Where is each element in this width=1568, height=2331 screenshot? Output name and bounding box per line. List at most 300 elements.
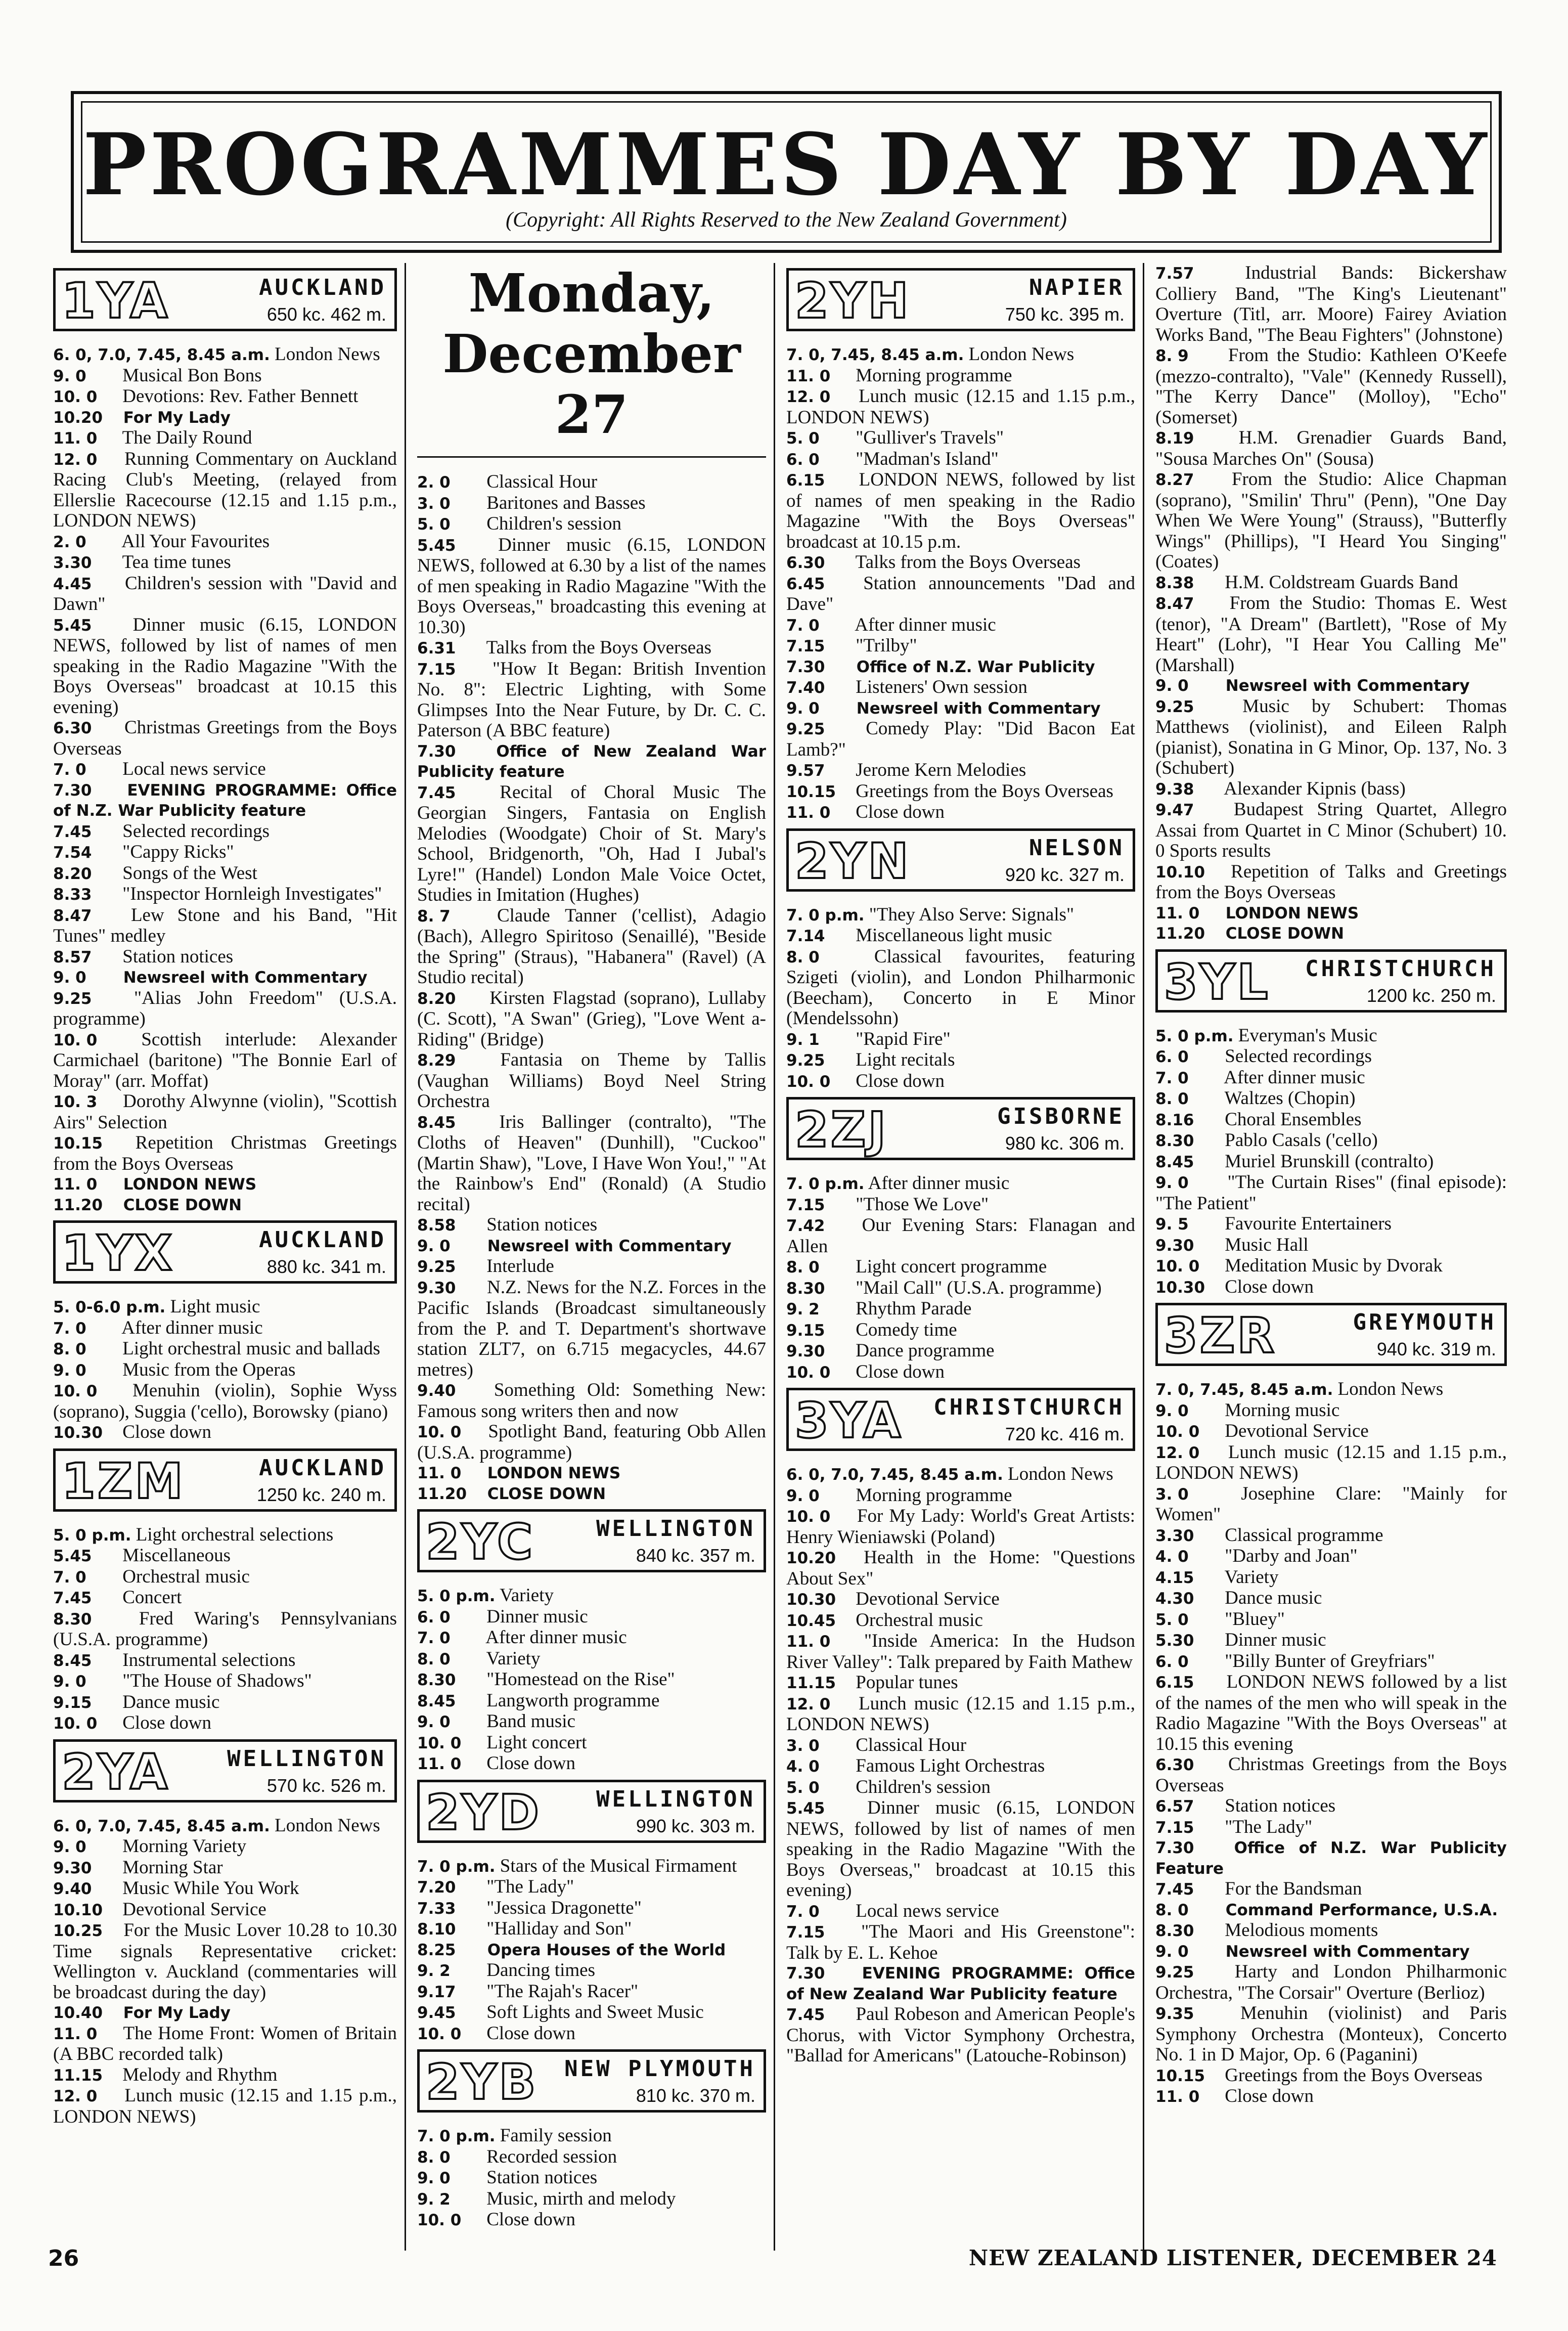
programme-time: 7. 0 p.m.: [417, 1857, 496, 1876]
programme-time: 5. 0 p.m.: [53, 1526, 131, 1545]
programme-title: Lew Stone and his Band, "Hit Tunes" medley: [53, 904, 401, 946]
programme-time: 9. 2: [417, 2190, 451, 2209]
programme-title: Listeners' Own session: [856, 677, 1027, 697]
programme-title: Morning Star: [122, 1857, 223, 1878]
programme-entry: [417, 1940, 766, 1961]
programme-title: Newsreel with Commentary: [1225, 1942, 1470, 1961]
programme-time: 9. 0: [417, 1237, 451, 1255]
programme-title: Repetition of Talks and Greetings from the Boys Overseas: [1155, 861, 1512, 903]
page-number: 26: [48, 2246, 79, 2271]
programme-time: 6.15: [1155, 1674, 1194, 1692]
programme-entry: [1155, 923, 1507, 944]
programme-title: Melodious moments: [1225, 1920, 1378, 1941]
programme-time: 8.16: [1155, 1111, 1194, 1129]
programme-entry: [417, 1669, 766, 1691]
programme-time: 9. 0: [1155, 1174, 1189, 1192]
programme-time: 8.25: [417, 1941, 456, 1959]
station-callsign: 3YA: [795, 1392, 903, 1449]
station-header: [417, 1509, 766, 1572]
station-city: GISBORNE: [997, 1104, 1125, 1129]
programme-time: 7. 0: [53, 761, 86, 779]
programme-time: 9.25: [417, 1258, 456, 1276]
programme-title: The Daily Round: [122, 427, 252, 448]
station-frequency: 940 kc. 319 m.: [1376, 1339, 1496, 1359]
programme-time: 8.20: [53, 864, 92, 883]
programme-entry: [53, 1195, 397, 1216]
programme-entry: [53, 1029, 402, 1092]
programme-time: 10. 0: [786, 1072, 831, 1091]
programme-time: 11. 0: [786, 804, 831, 822]
programme-entry: [417, 1049, 771, 1112]
programme-entry: [53, 1546, 397, 1567]
programme-time: 7.45: [786, 2006, 825, 2024]
programme-time: 8.19: [1155, 429, 1194, 448]
copyright-line: (Copyright: All Rights Reserved to the New Zealand Government): [506, 208, 1067, 232]
programme-title: Dinner music (6.15, LONDON NEWS, followed by list of names of men speaking in the Radio Magazine "With the Boys Overseas," broadcast at 10.15 this evening): [786, 1797, 1140, 1901]
programme-entry: [1155, 1942, 1507, 1962]
programme-title: LONDON NEWS, followed by list of names of men speaking in the Radio Magazine "With the Boys Overseas" broadcast at 10.15 p.m.: [786, 469, 1140, 552]
programme-entry: [1155, 427, 1512, 469]
programme-title: Station notices: [122, 946, 234, 967]
programme-entry: [1155, 1796, 1507, 1817]
programme-time: 12. 0: [53, 2087, 98, 2105]
programme-time: 5.30: [1155, 1632, 1194, 1650]
station-city: AUCKLAND: [259, 1455, 386, 1481]
programme-list: [1155, 1379, 1512, 2107]
programme-title: After dinner music: [1224, 1067, 1365, 1088]
programme-time: 10. 0: [417, 1734, 462, 1752]
programme-entry: [1155, 861, 1512, 903]
programme-title: Christmas Greetings from the Boys Overseas: [1155, 1754, 1512, 1796]
programme-title: Variety: [486, 1648, 541, 1669]
station-header: [417, 1780, 766, 1843]
programme-entry: [417, 658, 771, 741]
programme-time: 8.45: [417, 1692, 456, 1710]
programme-title: Newsreel with Commentary: [856, 699, 1101, 718]
programme-title: Devotions: Rev. Father Bennett: [122, 386, 359, 407]
programme-entry: [1155, 1672, 1512, 1754]
programme-entry: [53, 904, 401, 947]
publication-footer: NEW ZEALAND LISTENER, DECEMBER 24: [968, 2246, 1497, 2270]
programme-entry: [786, 905, 1135, 926]
programme-title: Health in the Home: "Questions About Sex": [786, 1547, 1139, 1589]
programme-time: 11. 0: [53, 1175, 98, 1194]
programme-entry: [786, 552, 1135, 574]
programme-title: Talks from the Boys Overseas: [855, 552, 1081, 573]
programme-title: Variety: [1224, 1566, 1279, 1588]
programme-title: Light concert: [486, 1732, 587, 1753]
programme-title: Dinner music: [1225, 1630, 1326, 1650]
programme-entry: [1155, 1567, 1507, 1589]
programme-entry: [417, 1607, 766, 1628]
programme-title: "They Also Serve: Signals": [869, 904, 1074, 925]
programme-time: 7.15: [786, 1923, 825, 1942]
programme-time: 5.45: [53, 616, 92, 635]
programme-title: Light orchestral selections: [136, 1524, 334, 1545]
programme-title: Industrial Bands: Bickershaw Colliery Band, "The King's Lieutenant" Overture (Titl, arr. Moore) Fairey Aviation Works Band, "The Beau Fighters" (Johnstone): [1155, 262, 1512, 345]
masthead: [71, 91, 1502, 253]
programme-entry: [417, 1111, 771, 1215]
column-rule: [405, 263, 406, 2251]
programme-entry: [53, 1318, 397, 1339]
programme-entry: [1155, 1068, 1507, 1089]
programme-title: Tea time tunes: [122, 552, 231, 573]
programme-entry: [417, 1919, 766, 1940]
programme-time: 7.30: [786, 1964, 825, 1983]
programme-time: 9.30: [417, 1279, 456, 1297]
programme-time: 2. 0: [53, 533, 86, 551]
programme-entry: [417, 2002, 766, 2024]
station-frequency: 1250 kc. 240 m.: [256, 1484, 386, 1505]
programme-time: 8.30: [417, 1671, 456, 1689]
programme-time: 8. 0: [786, 1258, 820, 1277]
programme-entry: [417, 1982, 766, 2003]
programme-entry: [1155, 1651, 1507, 1673]
programme-title: Everyman's Music: [1238, 1025, 1377, 1046]
programme-time: 7.45: [53, 1589, 92, 1607]
programme-entry: [786, 1299, 1135, 1320]
programme-title: All Your Favourites: [121, 531, 270, 552]
programme-entry: [417, 741, 772, 782]
programme-entry: [53, 821, 397, 843]
programme-entry: [786, 1610, 1135, 1632]
station-callsign: 1YA: [62, 273, 170, 329]
column-1: [53, 263, 402, 2127]
programme-title: From the Studio: Alice Chapman (soprano), "Smilin' Thru" (Penn), "One Day When We Were Young" (Strauss), "Butterfly Wings" (Phillips), "I Heard You Singing" (Coates): [1155, 469, 1512, 572]
programme-entry: [417, 2024, 766, 2045]
programme-time: 10.10: [1155, 863, 1205, 882]
programme-entry: [53, 573, 402, 615]
programme-entry: [53, 2085, 402, 2127]
programme-entry: [786, 760, 1135, 781]
programme-entry: [786, 1341, 1135, 1362]
programme-entry: [1155, 1441, 1512, 1484]
programme-time: 6.30: [786, 554, 825, 572]
programme-entry: [1155, 1838, 1512, 1879]
station-city: CHRISTCHURCH: [1305, 955, 1496, 982]
programme-time: 8.10: [417, 1920, 456, 1939]
programme-time: 10.10: [53, 1901, 103, 1919]
programme-title: Lunch music (12.15 and 1.15 p.m., LONDON NEWS): [53, 2085, 402, 2127]
programme-title: Something Old: Something New: Famous song writers then and now: [417, 1380, 771, 1422]
programme-time: 11. 0: [1155, 2088, 1200, 2106]
programme-time: 8. 0: [53, 1340, 86, 1358]
programme-entry: [53, 1297, 397, 1318]
programme-time: 10.30: [53, 1424, 103, 1442]
programme-time: 5.45: [786, 1799, 825, 1818]
programme-time: 7. 0: [1155, 1069, 1189, 1087]
programme-title: "How It Began: British Invention No. 8": Electric Lighting, with Some Glimpses Into the Near Future, by Dr. C. C. Paterson (A BBC feature): [417, 658, 771, 741]
station-callsign: 2YA: [62, 1743, 170, 1800]
day-title: Monday, December 27: [442, 262, 741, 446]
programme-entry: [1155, 1525, 1507, 1547]
programme-title: Close down: [1225, 1276, 1314, 1297]
programme-title: Spotlight Band, featuring Obb Allen (U.S.A. programme): [417, 1421, 771, 1463]
station-header: [53, 1739, 397, 1802]
programme-entry: [417, 905, 771, 988]
programme-title: Stars of the Musical Firmament: [500, 1855, 737, 1876]
programme-time: 11. 0: [786, 1633, 831, 1651]
programme-time: 7.20: [417, 1878, 456, 1897]
programme-time: 2. 0: [417, 473, 451, 492]
programme-title: "The Curtain Rises" (final episode): "The Patient": [1155, 1172, 1512, 1214]
programme-title: Kirsten Flagstad (soprano), Lullaby (C. Scott), "A Swan" (Grieg), "Love Went a-Riding" (Bridge): [417, 987, 771, 1050]
programme-time: 8. 0: [1155, 1901, 1189, 1919]
programme-time: 8.33: [53, 886, 92, 904]
programme-time: 8.58: [417, 1216, 456, 1235]
programme-time: 8. 0: [786, 948, 820, 966]
programme-entry: [53, 1132, 402, 1174]
programme-time: 5. 0: [786, 429, 820, 448]
programme-time: 5.45: [417, 536, 456, 555]
programme-entry: [1155, 779, 1507, 800]
programme-title: Opera Houses of the World: [487, 1941, 726, 1959]
programme-title: Music by Schubert: Thomas Matthews (violinist), and Eileen Ralph (pianist), Sonatina in G Minor, Op. 137, No. 3 (Schubert): [1155, 695, 1512, 778]
programme-entry: [1155, 1920, 1507, 1942]
programme-time: 12. 0: [1155, 1443, 1200, 1462]
programme-title: Office of N.Z. War Publicity Feature: [1155, 1839, 1512, 1878]
programme-title: Morning programme: [856, 365, 1012, 386]
programme-time: 8.30: [786, 1279, 825, 1298]
programme-title: Soft Lights and Sweet Music: [486, 2002, 704, 2022]
programme-time: 6.30: [53, 719, 92, 737]
programme-title: Children's session with "David and Dawn": [53, 573, 402, 614]
programme-time: 9.47: [1155, 801, 1194, 819]
programme-title: Budapest String Quartet, Allegro Assai from Quartet in C Minor (Schubert) 10. 0 Sports results: [1155, 799, 1512, 861]
programme-title: Christmas Greetings from the Boys Overseas: [53, 717, 402, 759]
programme-entry: [786, 573, 1140, 615]
programme-title: Waltzes (Chopin): [1224, 1088, 1356, 1109]
programme-title: Fantasia on Theme by Tallis (Vaughan Williams) Boyd Neel String Orchestra: [417, 1049, 771, 1112]
programme-title: Claude Tanner ('cellist), Adagio (Bach), Allegro Spiritoso (Senaillé), "Beside the Spring" (Straus), "Habanera" (Ravel) (A Studio recital): [417, 905, 771, 988]
day-title-rule: [417, 456, 766, 458]
programme-title: Lunch music (12.15 and 1.15 p.m., LONDON NEWS): [1155, 1441, 1512, 1483]
programme-time: 9.38: [1155, 780, 1194, 799]
station-city: NELSON: [1029, 834, 1125, 861]
programme-time: 9. 0: [53, 367, 86, 385]
programme-time: 8.30: [1155, 1922, 1194, 1940]
programme-entry: [53, 614, 402, 718]
programme-time: 7.54: [53, 844, 92, 862]
programme-time: 7. 0: [53, 1568, 86, 1587]
programme-entry: [53, 1608, 402, 1650]
programme-time: 4. 0: [1155, 1548, 1189, 1566]
programme-entry: [53, 1525, 397, 1546]
programme-entry: [417, 1733, 766, 1754]
programme-entry: [417, 493, 766, 514]
programme-title: Greetings from the Boys Overseas: [1225, 2064, 1483, 2086]
programme-time: 9.25: [786, 1051, 825, 1070]
programme-entry: [1155, 1754, 1512, 1796]
programme-time: 8.27: [1155, 471, 1194, 489]
programme-time: 8.47: [1155, 595, 1194, 613]
programme-time: 9.17: [417, 1983, 456, 2001]
programme-time: 10.30: [786, 1591, 836, 1609]
programme-entry: [786, 1485, 1135, 1507]
programme-title: Station announcements "Dad and Dave": [786, 573, 1140, 614]
programme-title: Josephine Clare: "Mainly for Women": [1155, 1483, 1511, 1525]
programme-entry: [53, 842, 397, 863]
programme-time: 10.30: [1155, 1278, 1205, 1297]
programme-entry: [53, 1567, 397, 1588]
programme-time: 5. 0: [417, 515, 451, 534]
station-header: [53, 1220, 397, 1284]
programme-title: For My Lady: [123, 408, 231, 427]
programme-title: After dinner music: [855, 614, 996, 635]
programme-entry: [53, 1339, 397, 1360]
programme-entry: [1155, 1546, 1507, 1567]
programme-title: Miscellaneous: [122, 1545, 231, 1566]
programme-entry: [786, 1506, 1140, 1548]
programme-title: Classical favourites, featuring Szigeti (violin), and London Philharmonic (Beecham), Concerto in E Minor (Mendelssohn): [786, 946, 1140, 1029]
programme-time: 9.40: [417, 1382, 456, 1400]
programme-entry: [53, 2022, 402, 2065]
programme-title: N.Z. News for the N.Z. Forces in the Pacific Islands (Broadcast simultaneously from the P. and T. Department's shortwave station ZLT7, on 6.715 megacycles, 44.67 metres): [417, 1277, 771, 1380]
station-frequency: 990 kc. 303 m.: [636, 1815, 755, 1836]
programme-title: "The Maori and His Greenstone": Talk by E. L. Kehoe: [786, 1921, 1140, 1963]
programme-entry: [1155, 345, 1512, 428]
programme-title: Meditation Music by Dvorak: [1225, 1255, 1443, 1276]
station-callsign: 2YC: [426, 1514, 535, 1570]
station-city: WELLINGTON: [227, 1745, 386, 1772]
programme-title: Office of New Zealand War Publicity feature: [417, 742, 772, 781]
programme-time: 9. 5: [1155, 1215, 1189, 1234]
station-frequency: 570 kc. 526 m.: [266, 1775, 386, 1796]
programme-entry: [53, 987, 402, 1030]
programme-title: "Inspector Hornleigh Investigates": [122, 884, 382, 904]
programme-title: "Mail Call" (U.S.A. programme): [856, 1277, 1102, 1298]
programme-time: 9. 0: [53, 969, 86, 987]
programme-entry: [417, 1380, 771, 1422]
programme-time: 3.30: [53, 554, 92, 572]
programme-title: Light concert programme: [856, 1256, 1047, 1277]
programme-title: From the Studio: Kathleen O'Keefe (mezzo-contralto), "Vale" (Kennedy Russell), "The Kerry Dance" (Molloy), "Echo" (Somerset): [1155, 345, 1512, 428]
programme-entry: [1155, 1609, 1507, 1631]
programme-time: 7.30: [1155, 1839, 1194, 1857]
programme-time: 10. 0: [417, 2025, 462, 2043]
programme-entry: [417, 472, 766, 493]
programme-entry: [417, 1277, 771, 1381]
programme-title: Dinner music (6.15, LONDON NEWS, followed at 6.30 by a list of the names of men speaking in Radio Magazine "With the Boys Overseas," broadcasting this evening at 10.30): [417, 534, 771, 638]
programme-time: 10. 0: [417, 2211, 462, 2229]
programme-entry: [417, 1649, 766, 1670]
programme-time: 8.30: [53, 1610, 92, 1629]
programme-title: Music While You Work: [122, 1878, 299, 1899]
programme-title: London News: [275, 344, 380, 365]
station-callsign: 1YX: [62, 1225, 174, 1282]
programme-title: Close down: [856, 1361, 945, 1382]
programme-time: 9.25: [786, 720, 825, 738]
programme-entry: [417, 1628, 766, 1649]
programme-entry: [786, 1777, 1135, 1798]
programme-time: 9. 0: [1155, 677, 1189, 695]
programme-title: Newsreel with Commentary: [487, 1237, 732, 1255]
programme-title: Light orchestral music and ballads: [122, 1338, 380, 1359]
programme-entry: [1155, 1046, 1507, 1068]
programme-entry: [53, 1174, 397, 1195]
programme-time: 3. 0: [1155, 1485, 1189, 1504]
programme-time: 7. 0: [53, 1319, 86, 1338]
programme-title: Classical Hour: [856, 1734, 967, 1755]
programme-time: 8.45: [417, 1113, 456, 1132]
programme-title: "Bluey": [1225, 1608, 1285, 1630]
programme-title: The Home Front: Women of Britain (A BBC recorded talk): [53, 2022, 402, 2064]
programme-title: Close down: [856, 802, 945, 822]
programme-title: Dinner music: [486, 1606, 588, 1627]
station-callsign: 3ZR: [1164, 1307, 1277, 1364]
programme-entry: [53, 1713, 397, 1734]
programme-time: 4.15: [1155, 1568, 1194, 1587]
programme-title: Newsreel with Commentary: [1225, 677, 1470, 695]
station-callsign: 2YD: [426, 1784, 541, 1841]
programme-entry: [53, 2065, 397, 2086]
programme-time: 9.25: [53, 989, 92, 1008]
programme-time: 7. 0: [786, 1902, 820, 1921]
programme-title: "Those We Love": [856, 1194, 989, 1215]
programme-entry: [786, 1756, 1135, 1777]
programme-time: 11. 0: [53, 2025, 98, 2043]
programme-time: 7. 0 p.m.: [786, 1175, 865, 1193]
programme-time: 11.15: [786, 1674, 836, 1692]
programme-title: "The Rajah's Racer": [486, 1981, 639, 2002]
programme-title: "Inside America: In the Hudson River Valley": Talk prepared by Faith Mathew: [786, 1631, 1140, 1673]
programme-entry: [53, 1836, 397, 1858]
programme-entry: [417, 1856, 766, 1877]
programme-time: 7. 0: [417, 1629, 451, 1647]
programme-entry: [786, 1693, 1140, 1735]
programme-title: Baritones and Basses: [486, 492, 646, 513]
programme-title: Concert: [122, 1587, 182, 1608]
station-header: [786, 268, 1135, 331]
programme-title: LONDON NEWS: [1225, 904, 1359, 922]
programme-title: Repetition Christmas Greetings from the Boys Overseas: [53, 1132, 402, 1174]
programme-title: Greetings from the Boys Overseas: [856, 780, 1113, 802]
column-rule: [1143, 263, 1144, 2251]
programme-time: 9. 0: [417, 2169, 451, 2187]
programme-time: 7.15: [786, 637, 825, 655]
programme-title: Newsreel with Commentary: [123, 969, 368, 987]
programme-time: 9. 2: [417, 1962, 451, 1980]
programme-title: Recorded session: [486, 2146, 617, 2167]
programme-entry: [1155, 1214, 1507, 1235]
programme-time: 12. 0: [786, 1695, 831, 1713]
programme-time: 8. 0: [1155, 1090, 1189, 1108]
programme-title: EVENING PROGRAMME: Office of N.Z. War Publicity feature: [53, 781, 402, 820]
programme-title: Recital of Choral Music The Georgian Singers, Fantasia on English Melodies (Woodgate) Choir of St. Mary's School, Bridgenorth, "Oh, Had I Jubal's Lyre!" (Handel) London Male Voice Octet, Studies in Imitation (Hughes): [417, 781, 771, 905]
programme-title: Music Hall: [1225, 1234, 1309, 1255]
programme-time: 11. 0: [786, 367, 831, 385]
programme-time: 8.29: [417, 1051, 456, 1070]
programme-entry: [1155, 2086, 1507, 2107]
station-header: [1155, 949, 1507, 1013]
programme-time: 9. 0: [1155, 1401, 1189, 1420]
station-callsign: 1ZM: [62, 1453, 185, 1510]
station-callsign: 3YL: [1164, 953, 1270, 1010]
programme-title: Close down: [122, 1712, 211, 1733]
programme-entry: [53, 967, 397, 988]
programme-title: Dinner music (6.15, LONDON NEWS, followed by list of names of men speaking in the Radio Magazine "With the Boys Overseas" broadcast at 10.15 this evening): [53, 614, 402, 718]
programme-title: Jerome Kern Melodies: [856, 760, 1026, 780]
column-4: [1155, 262, 1512, 2107]
programme-time: 7.15: [417, 660, 456, 679]
programme-time: 8. 7: [417, 907, 451, 926]
programme-title: Menuhin (violinist) and Paris Symphony Orchestra (Monteux), Concerto No. 1 in D Major, Op. 6 (Paganini): [1155, 2003, 1512, 2065]
programme-entry: [1155, 2003, 1512, 2065]
programme-title: Orchestral music: [122, 1566, 250, 1587]
programme-time: 5. 0: [1155, 1610, 1189, 1629]
programme-title: Paul Robeson and American People's Chorus, with Victor Symphony Orchestra, "Ballad for Americans" (Latouche-Robinson): [786, 2004, 1140, 2066]
programme-entry: [53, 1588, 397, 1609]
